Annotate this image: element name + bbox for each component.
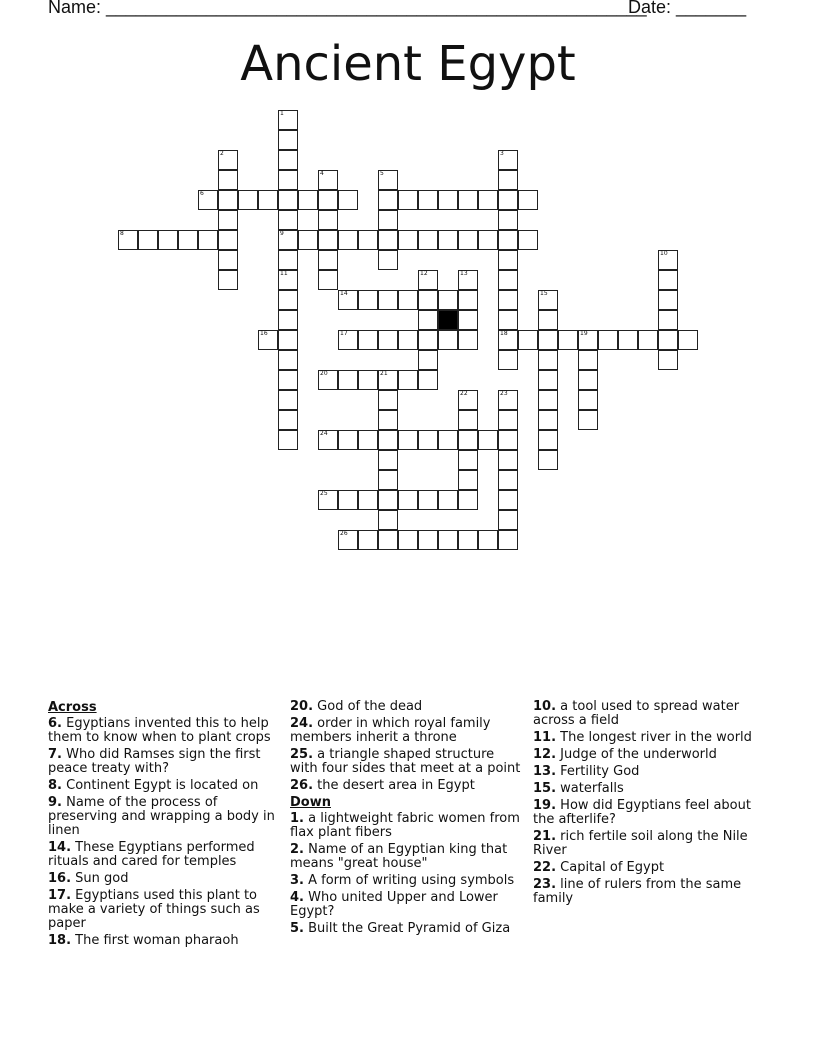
clue-item bbox=[290, 779, 522, 793]
clue-item bbox=[290, 700, 522, 714]
crossword-cell[interactable] bbox=[458, 290, 478, 310]
crossword-cell[interactable] bbox=[578, 330, 598, 350]
crossword-cell[interactable] bbox=[198, 230, 218, 250]
clue-item bbox=[533, 799, 765, 827]
clue-number-label: 9. bbox=[48, 795, 62, 810]
clue-number-label: 20. bbox=[290, 699, 314, 714]
crossword-cell[interactable] bbox=[378, 290, 398, 310]
crossword-cell[interactable] bbox=[498, 270, 518, 290]
clue-text: rich fertile soil along the Nile River bbox=[533, 829, 748, 858]
crossword-cell[interactable] bbox=[338, 290, 358, 310]
clue-number-label: 3. bbox=[290, 873, 304, 888]
clue-number-label: 23. bbox=[533, 877, 557, 892]
crossword-cell[interactable] bbox=[378, 170, 398, 190]
crossword-cell[interactable] bbox=[398, 430, 418, 450]
crossword-cell[interactable] bbox=[198, 190, 218, 210]
crossword-cell[interactable] bbox=[458, 310, 478, 330]
clue-text: Built the Great Pyramid of Giza bbox=[303, 921, 511, 936]
clue-number: 13 bbox=[460, 270, 468, 277]
clue-number-label: 10. bbox=[533, 699, 557, 714]
crossword-cell[interactable] bbox=[498, 330, 518, 350]
clues-column-2 bbox=[290, 700, 522, 939]
crossword-cell[interactable] bbox=[538, 330, 558, 350]
crossword-cell[interactable] bbox=[378, 490, 398, 510]
crossword-cell[interactable] bbox=[378, 470, 398, 490]
clue-item bbox=[533, 861, 765, 875]
clue-item bbox=[48, 748, 280, 776]
clue-text: Name of an Egyptian king that means "great house" bbox=[290, 842, 508, 871]
crossword-cell[interactable] bbox=[498, 430, 518, 450]
crossword-cell[interactable] bbox=[498, 350, 518, 370]
crossword-cell[interactable] bbox=[498, 230, 518, 250]
crossword-cell[interactable] bbox=[218, 170, 238, 190]
clue-text: Who united Upper and Lower Egypt? bbox=[290, 890, 498, 919]
crossword-cell[interactable] bbox=[378, 230, 398, 250]
crossword-cell[interactable] bbox=[338, 430, 358, 450]
name-field: Name: ______________________________________________________ bbox=[48, 0, 647, 17]
crossword-cell[interactable] bbox=[338, 230, 358, 250]
crossword-cell[interactable] bbox=[438, 530, 458, 550]
crossword-cell[interactable] bbox=[438, 290, 458, 310]
crossword-cell[interactable] bbox=[378, 530, 398, 550]
clue-number: 16 bbox=[260, 330, 268, 337]
crossword-cell[interactable] bbox=[418, 310, 438, 330]
clue-number-label: 5. bbox=[290, 921, 304, 936]
crossword-cell[interactable] bbox=[398, 530, 418, 550]
crossword-cell[interactable] bbox=[318, 430, 338, 450]
crossword-cell[interactable] bbox=[458, 190, 478, 210]
crossword-cell[interactable] bbox=[238, 190, 258, 210]
crossword-cell[interactable] bbox=[278, 170, 298, 190]
clue-text: order in which royal family members inherit a throne bbox=[290, 716, 491, 745]
crossword-cell[interactable] bbox=[218, 250, 238, 270]
crossword-cell[interactable] bbox=[438, 330, 458, 350]
crossword-cell[interactable] bbox=[478, 430, 498, 450]
crossword-cell[interactable] bbox=[218, 270, 238, 290]
clue-item bbox=[290, 874, 522, 888]
crossword-cell[interactable] bbox=[258, 330, 278, 350]
crossword-cell[interactable] bbox=[338, 330, 358, 350]
crossword-cell[interactable] bbox=[358, 370, 378, 390]
crossword-cell[interactable] bbox=[398, 330, 418, 350]
crossword-cell[interactable] bbox=[318, 250, 338, 270]
clue-text: These Egyptians performed rituals and cared for temples bbox=[48, 840, 255, 869]
clue-number: 10 bbox=[660, 250, 668, 257]
clue-number-label: 25. bbox=[290, 747, 314, 762]
crossword-cell[interactable] bbox=[498, 150, 518, 170]
clue-text: The first woman pharaoh bbox=[71, 933, 239, 948]
crossword-cell[interactable] bbox=[158, 230, 178, 250]
crossword-cell[interactable] bbox=[378, 410, 398, 430]
crossword-cell[interactable] bbox=[418, 430, 438, 450]
crossword-cell[interactable] bbox=[438, 230, 458, 250]
crossword-cell[interactable] bbox=[458, 230, 478, 250]
clue-number-label: 19. bbox=[533, 798, 557, 813]
clue-text: Egyptians used this plant to make a variety of things such as paper bbox=[48, 888, 260, 931]
clue-number-label: 12. bbox=[533, 747, 557, 762]
crossword-cell[interactable] bbox=[218, 210, 238, 230]
clue-text: A form of writing using symbols bbox=[303, 873, 515, 888]
clue-item bbox=[290, 843, 522, 871]
crossword-cell[interactable] bbox=[578, 370, 598, 390]
clue-number-label: 1. bbox=[290, 811, 304, 826]
clue-number: 3 bbox=[500, 150, 504, 157]
crossword-cell[interactable] bbox=[498, 530, 518, 550]
crossword-cell[interactable] bbox=[378, 430, 398, 450]
crossword-cell[interactable] bbox=[318, 270, 338, 290]
crossword-cell[interactable] bbox=[318, 190, 338, 210]
crossword-cell[interactable] bbox=[498, 410, 518, 430]
clue-item bbox=[48, 934, 280, 948]
clue-number: 26 bbox=[340, 530, 348, 537]
crossword-cell[interactable] bbox=[598, 330, 618, 350]
clue-text: Egyptians invented this to help them to know when to plant crops bbox=[48, 716, 271, 745]
crossword-cell[interactable] bbox=[658, 330, 678, 350]
crossword-cell[interactable] bbox=[398, 190, 418, 210]
clues-column-3 bbox=[533, 700, 765, 909]
crossword-cell[interactable] bbox=[458, 530, 478, 550]
clue-number: 5 bbox=[380, 170, 384, 177]
clue-item bbox=[533, 731, 765, 745]
crossword-cell[interactable] bbox=[578, 410, 598, 430]
clue-number: 24 bbox=[320, 430, 328, 437]
clue-text: The longest river in the world bbox=[556, 730, 752, 745]
crossword-cell[interactable] bbox=[318, 230, 338, 250]
crossword-cell[interactable] bbox=[418, 330, 438, 350]
crossword-cell[interactable] bbox=[358, 230, 378, 250]
clue-number: 17 bbox=[340, 330, 348, 337]
crossword-cell[interactable] bbox=[218, 150, 238, 170]
clue-number: 25 bbox=[320, 490, 328, 497]
crossword-cell[interactable] bbox=[318, 170, 338, 190]
crossword-cell[interactable] bbox=[278, 370, 298, 390]
clue-number-label: 24. bbox=[290, 716, 314, 731]
crossword-cell[interactable] bbox=[278, 190, 298, 210]
clue-number: 9 bbox=[280, 230, 284, 237]
clue-number: 23 bbox=[500, 390, 508, 397]
clue-item bbox=[48, 796, 280, 838]
clue-number: 2 bbox=[220, 150, 224, 157]
clue-item bbox=[533, 830, 765, 858]
crossword-cell[interactable] bbox=[478, 190, 498, 210]
crossword-cell[interactable] bbox=[498, 470, 518, 490]
crossword-cell[interactable] bbox=[538, 350, 558, 370]
clue-number-label: 6. bbox=[48, 716, 62, 731]
clue-text: How did Egyptians feel about the afterlife? bbox=[533, 798, 751, 827]
clue-text: God of the dead bbox=[313, 699, 423, 714]
crossword-cell[interactable] bbox=[398, 490, 418, 510]
crossword-cell[interactable] bbox=[518, 230, 538, 250]
crossword-cell[interactable] bbox=[498, 450, 518, 470]
crossword-cell[interactable] bbox=[378, 390, 398, 410]
crossword-cell[interactable] bbox=[558, 330, 578, 350]
crossword-cell[interactable] bbox=[418, 350, 438, 370]
crossword-cell[interactable] bbox=[638, 330, 658, 350]
clue-item bbox=[533, 782, 765, 796]
crossword-cell[interactable] bbox=[538, 390, 558, 410]
crossword-cell[interactable] bbox=[318, 210, 338, 230]
clue-number: 19 bbox=[580, 330, 588, 337]
crossword-cell[interactable] bbox=[658, 270, 678, 290]
clue-item bbox=[48, 841, 280, 869]
crossword-cell[interactable] bbox=[518, 190, 538, 210]
crossword-cell[interactable] bbox=[218, 190, 238, 210]
crossword-cell[interactable] bbox=[178, 230, 198, 250]
crossword-cell[interactable] bbox=[458, 490, 478, 510]
clue-text: a tool used to spread water across a field bbox=[533, 699, 740, 728]
clue-text: a lightweight fabric women from flax plant fibers bbox=[290, 811, 520, 840]
crossword-cell[interactable] bbox=[358, 290, 378, 310]
clue-number-label: 17. bbox=[48, 888, 72, 903]
clue-number-label: 21. bbox=[533, 829, 557, 844]
crossword-cell[interactable] bbox=[378, 370, 398, 390]
crossword-cell[interactable] bbox=[498, 310, 518, 330]
crossword-cell[interactable] bbox=[278, 410, 298, 430]
clue-item bbox=[290, 812, 522, 840]
crossword-block-cell bbox=[438, 310, 458, 330]
crossword-cell[interactable] bbox=[438, 190, 458, 210]
clue-item bbox=[290, 748, 522, 776]
clue-number: 1 bbox=[280, 110, 284, 117]
crossword-cell[interactable] bbox=[318, 490, 338, 510]
crossword-cell[interactable] bbox=[418, 370, 438, 390]
clue-number: 6 bbox=[200, 190, 204, 197]
crossword-cell[interactable] bbox=[278, 130, 298, 150]
crossword-cell[interactable] bbox=[118, 230, 138, 250]
crossword-cell[interactable] bbox=[678, 330, 698, 350]
crossword-cell[interactable] bbox=[538, 370, 558, 390]
crossword-cell[interactable] bbox=[378, 210, 398, 230]
clue-number-label: 7. bbox=[48, 747, 62, 762]
crossword-cell[interactable] bbox=[338, 530, 358, 550]
crossword-cell[interactable] bbox=[578, 390, 598, 410]
crossword-cell[interactable] bbox=[338, 190, 358, 210]
clue-text: Capital of Egypt bbox=[556, 860, 665, 875]
clue-item bbox=[290, 922, 522, 936]
crossword-cell[interactable] bbox=[358, 330, 378, 350]
clue-number-label: 14. bbox=[48, 840, 72, 855]
clue-number-label: 15. bbox=[533, 781, 557, 796]
crossword-cell[interactable] bbox=[418, 230, 438, 250]
crossword-cell[interactable] bbox=[378, 330, 398, 350]
crossword-cell[interactable] bbox=[658, 290, 678, 310]
crossword-cell[interactable] bbox=[438, 490, 458, 510]
clue-section-heading: Across bbox=[48, 700, 97, 715]
crossword-cell[interactable] bbox=[138, 230, 158, 250]
clue-item bbox=[48, 889, 280, 931]
crossword-cell[interactable] bbox=[338, 370, 358, 390]
clue-number: 21 bbox=[380, 370, 388, 377]
crossword-cell[interactable] bbox=[498, 510, 518, 530]
clue-section-heading: Down bbox=[290, 795, 331, 810]
clue-text: a triangle shaped structure with four sides that meet at a point bbox=[290, 747, 521, 776]
crossword-cell[interactable] bbox=[418, 190, 438, 210]
clue-number-label: 11. bbox=[533, 730, 557, 745]
crossword-cell[interactable] bbox=[418, 490, 438, 510]
page-title: Ancient Egypt bbox=[240, 36, 576, 92]
crossword-cell[interactable] bbox=[458, 450, 478, 470]
crossword-cell[interactable] bbox=[278, 330, 298, 350]
crossword-cell[interactable] bbox=[338, 490, 358, 510]
crossword-cell[interactable] bbox=[398, 290, 418, 310]
clue-number-label: 4. bbox=[290, 890, 304, 905]
crossword-cell[interactable] bbox=[358, 430, 378, 450]
crossword-cell[interactable] bbox=[458, 430, 478, 450]
clues-column-1 bbox=[48, 700, 280, 951]
crossword-cell[interactable] bbox=[278, 210, 298, 230]
clue-text: Judge of the underworld bbox=[556, 747, 717, 762]
crossword-cell[interactable] bbox=[458, 390, 478, 410]
crossword-cell[interactable] bbox=[278, 350, 298, 370]
crossword-cell[interactable] bbox=[378, 190, 398, 210]
crossword-cell[interactable] bbox=[438, 430, 458, 450]
crossword-cell[interactable] bbox=[538, 450, 558, 470]
clue-number-label: 26. bbox=[290, 778, 314, 793]
crossword-cell[interactable] bbox=[358, 530, 378, 550]
clue-item bbox=[290, 891, 522, 919]
crossword-cell[interactable] bbox=[278, 250, 298, 270]
crossword-cell[interactable] bbox=[578, 350, 598, 370]
clue-number: 18 bbox=[500, 330, 508, 337]
clue-number-label: 13. bbox=[533, 764, 557, 779]
crossword-cell[interactable] bbox=[538, 310, 558, 330]
crossword-cell[interactable] bbox=[378, 510, 398, 530]
crossword-cell[interactable] bbox=[418, 530, 438, 550]
crossword-cell[interactable] bbox=[478, 230, 498, 250]
crossword-cell[interactable] bbox=[318, 370, 338, 390]
crossword-cell[interactable] bbox=[298, 230, 318, 250]
crossword-cell[interactable] bbox=[458, 410, 478, 430]
clue-text: Fertility God bbox=[556, 764, 640, 779]
crossword-cell[interactable] bbox=[498, 250, 518, 270]
crossword-cell[interactable] bbox=[378, 250, 398, 270]
clue-item bbox=[533, 700, 765, 728]
crossword-cell[interactable] bbox=[498, 290, 518, 310]
clue-number-label: 22. bbox=[533, 860, 557, 875]
crossword-cell[interactable] bbox=[298, 190, 318, 210]
clue-number: 8 bbox=[120, 230, 124, 237]
crossword-cell[interactable] bbox=[278, 290, 298, 310]
clue-number-label: 8. bbox=[48, 778, 62, 793]
clue-number: 11 bbox=[280, 270, 288, 277]
clue-text: Continent Egypt is located on bbox=[61, 778, 259, 793]
crossword-cell[interactable] bbox=[538, 410, 558, 430]
crossword-cell[interactable] bbox=[658, 310, 678, 330]
clue-number-label: 16. bbox=[48, 871, 72, 886]
clue-text: Who did Ramses sign the first peace treaty with? bbox=[48, 747, 261, 776]
crossword-cell[interactable] bbox=[658, 350, 678, 370]
crossword-cell[interactable] bbox=[278, 110, 298, 130]
crossword-cell[interactable] bbox=[278, 390, 298, 410]
crossword-cell[interactable] bbox=[658, 250, 678, 270]
clue-text: Name of the process of preserving and wrapping a body in linen bbox=[48, 795, 275, 838]
clue-number: 14 bbox=[340, 290, 348, 297]
clue-item bbox=[533, 748, 765, 762]
clue-item bbox=[48, 872, 280, 886]
clue-number: 12 bbox=[420, 270, 428, 277]
clue-text: waterfalls bbox=[556, 781, 624, 796]
crossword-cell[interactable] bbox=[498, 390, 518, 410]
clue-number: 20 bbox=[320, 370, 328, 377]
clue-item bbox=[290, 717, 522, 745]
crossword-cell[interactable] bbox=[498, 190, 518, 210]
crossword-cell[interactable] bbox=[498, 490, 518, 510]
clue-number-label: 18. bbox=[48, 933, 72, 948]
crossword-cell[interactable] bbox=[258, 190, 278, 210]
clue-number: 22 bbox=[460, 390, 468, 397]
clue-item bbox=[48, 717, 280, 745]
clue-number: 15 bbox=[540, 290, 548, 297]
crossword-cell[interactable] bbox=[398, 230, 418, 250]
crossword-cell[interactable] bbox=[278, 230, 298, 250]
crossword-cell[interactable] bbox=[538, 290, 558, 310]
clue-text: Sun god bbox=[71, 871, 129, 886]
clue-number-label: 2. bbox=[290, 842, 304, 857]
crossword-cell[interactable] bbox=[458, 270, 478, 290]
crossword-cell[interactable] bbox=[478, 530, 498, 550]
crossword-cell[interactable] bbox=[618, 330, 638, 350]
crossword-cell[interactable] bbox=[358, 490, 378, 510]
crossword-cell[interactable] bbox=[418, 290, 438, 310]
crossword-cell[interactable] bbox=[418, 270, 438, 290]
crossword-cell[interactable] bbox=[278, 150, 298, 170]
crossword-cell[interactable] bbox=[278, 310, 298, 330]
crossword-cell[interactable] bbox=[538, 430, 558, 450]
crossword-cell[interactable] bbox=[278, 430, 298, 450]
clue-text: the desert area in Egypt bbox=[313, 778, 475, 793]
crossword-cell[interactable] bbox=[218, 230, 238, 250]
clue-text: line of rulers from the same family bbox=[533, 877, 742, 906]
clue-item bbox=[48, 779, 280, 793]
crossword-cell[interactable] bbox=[498, 210, 518, 230]
clue-item bbox=[533, 878, 765, 906]
crossword-cell[interactable] bbox=[378, 450, 398, 470]
crossword-cell[interactable] bbox=[278, 270, 298, 290]
date-field: Date: _______ bbox=[628, 0, 747, 17]
crossword-cell[interactable] bbox=[458, 470, 478, 490]
clue-number: 4 bbox=[320, 170, 324, 177]
crossword-cell[interactable] bbox=[398, 370, 418, 390]
crossword-cell[interactable] bbox=[458, 330, 478, 350]
crossword-cell[interactable] bbox=[498, 170, 518, 190]
crossword-cell[interactable] bbox=[518, 330, 538, 350]
clue-item bbox=[533, 765, 765, 779]
